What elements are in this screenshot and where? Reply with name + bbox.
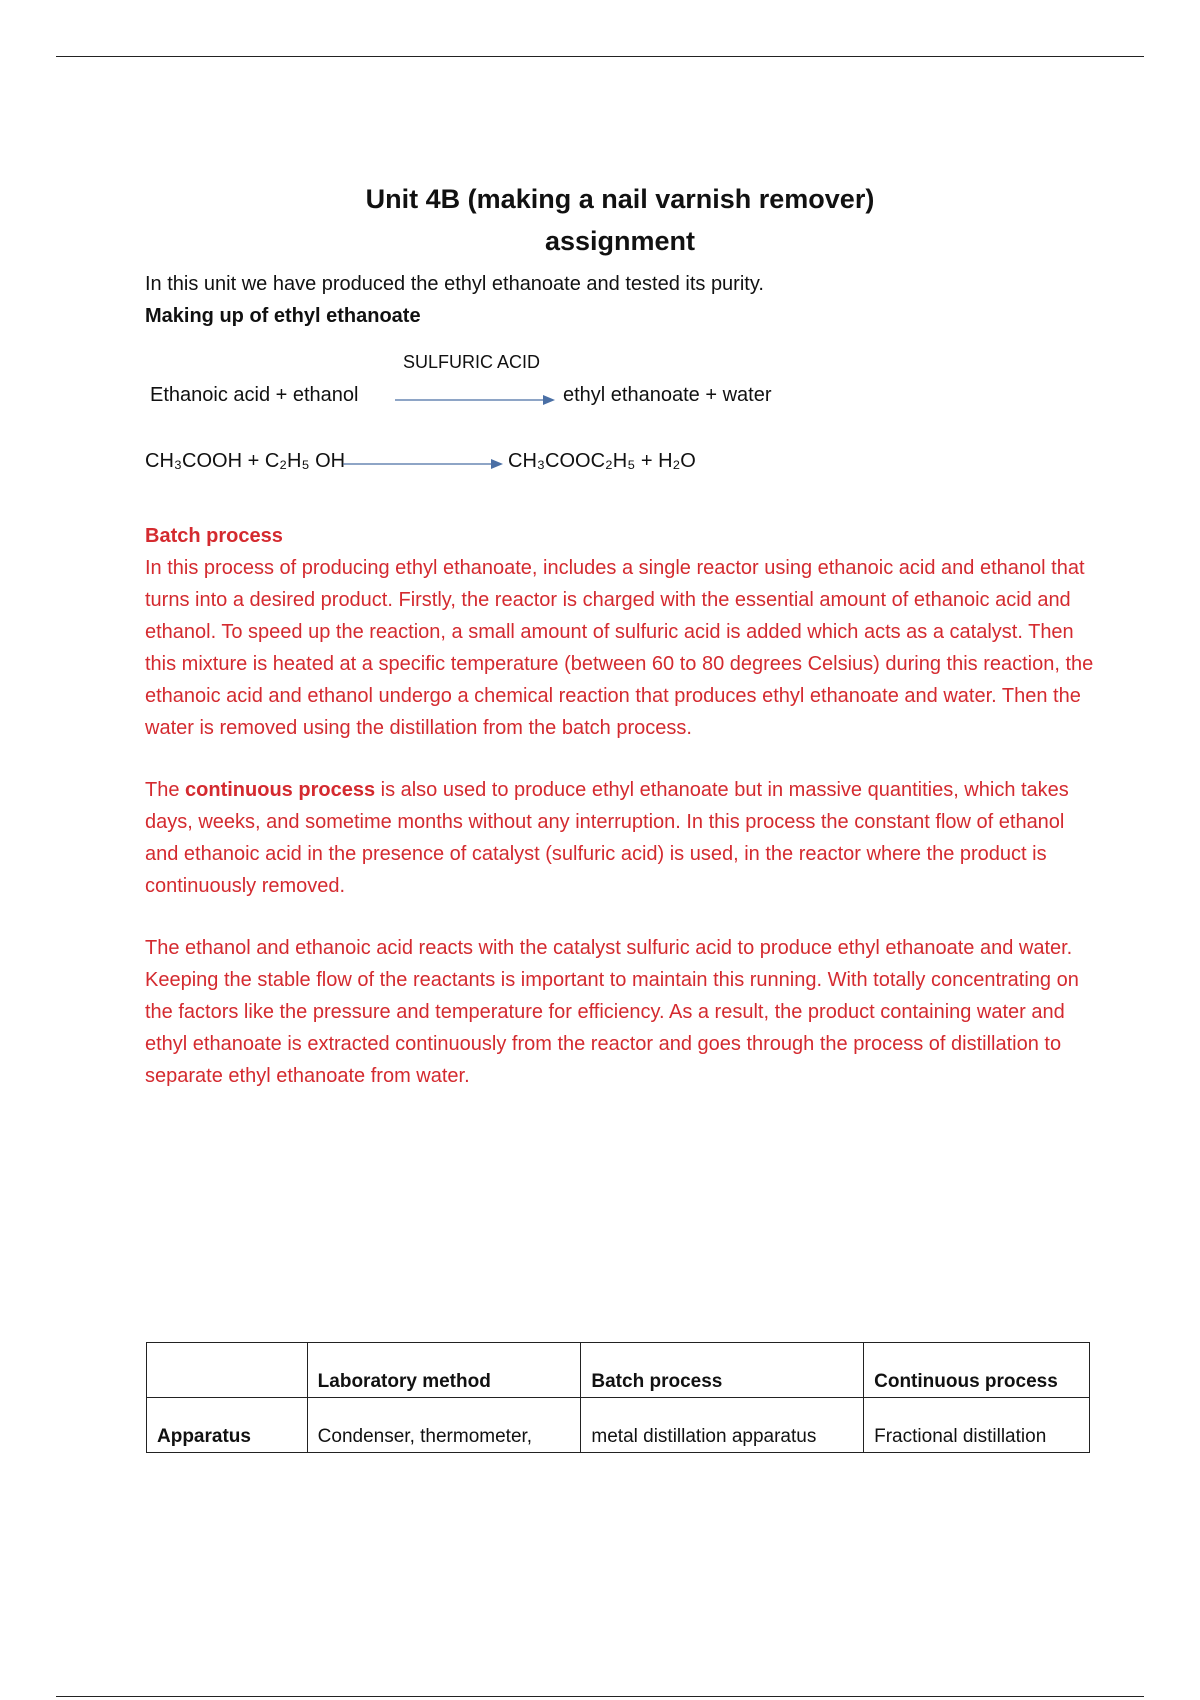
intro-text: In this unit we have produced the ethyl ethanoate and tested its purity.: [145, 273, 764, 295]
continuous-process-term: continuous process: [185, 779, 376, 801]
formula-products: CH₃COOC₂H₅ + H₂O: [508, 450, 696, 472]
top-rule: [56, 56, 1144, 57]
formula-reaction-arrow: [343, 458, 503, 470]
document-body: [145, 178, 1095, 1122]
table-header-cell: Laboratory method: [307, 1343, 581, 1398]
word-products: ethyl ethanoate + water: [563, 384, 772, 406]
reaction-equations: [145, 352, 1095, 512]
batch-process-paragraph: In this process of producing ethyl ethanoate, includes a single reactor using ethanoic acid and ethanol that turns into a desired product. Firstly, the reactor is charged with the essential amount of ethanoic acid and ethanol. To speed up the reaction, a small amount of sulfuric acid is added which acts as a catalyst. Then this mixture is heated at a specific temperature (between 60 to 80 degrees Celsius) during this reaction, the ethanoic acid and ethanol undergo a chemical reaction that produces ethyl ethanoate and water. Then the water is removed using the distillation from the batch process.: [145, 557, 1094, 739]
section-heading: Making up of ethyl ethanoate: [145, 305, 421, 327]
continuous-rest: is also used to produce ethyl ethanoate but in massive quantities, which takes days, weeks, and sometime months without any interruption. In this process the constant flow of ethanol and ethanoic acid in the presence of catalyst (sulfuric acid) is used, in the reactor where the product is continuously removed.: [145, 779, 1069, 897]
table-cell: metal distillation apparatus: [581, 1398, 864, 1453]
formula-reactants: CH₃COOH + C₂H₅ OH: [145, 450, 346, 472]
catalyst-label: SULFURIC ACID: [403, 352, 541, 372]
table-row: [147, 1398, 1090, 1453]
continuous-lead: The: [145, 779, 186, 801]
title-line-1: Unit 4B (making a nail varnish remover): [365, 184, 875, 214]
table-header-cell: Batch process: [581, 1343, 864, 1398]
table-cell: Fractional distillation: [864, 1398, 1090, 1453]
bottom-rule: [56, 1696, 1144, 1697]
page-title: [145, 178, 1095, 262]
word-reaction-arrow: [395, 394, 555, 406]
continuous-process-paragraph: [145, 774, 1095, 902]
batch-process-heading: Batch process: [145, 525, 283, 547]
continuous-process-paragraph-2: The ethanol and ethanoic acid reacts with the catalyst sulfuric acid to produce ethyl ethanoate and water. Keeping the stable flow of the reactants is important to maintain this running. With totally concentrating on the factors like the pressure and temperature for efficiency. As a result, the product containing water and ethyl ethanoate is extracted continuously from the reactor and goes through the process of distillation to separate ethyl ethanoate from water.: [145, 937, 1079, 1087]
table-header-cell: [147, 1343, 308, 1398]
table-row-label: Apparatus: [147, 1398, 308, 1453]
table-header-row: [147, 1343, 1090, 1398]
table-header-cell: Continuous process: [864, 1343, 1090, 1398]
table-cell: Condenser, thermometer,: [307, 1398, 581, 1453]
comparison-table: [146, 1342, 1090, 1453]
word-reactants: Ethanoic acid + ethanol: [150, 384, 359, 406]
title-line-2: assignment: [544, 226, 696, 256]
